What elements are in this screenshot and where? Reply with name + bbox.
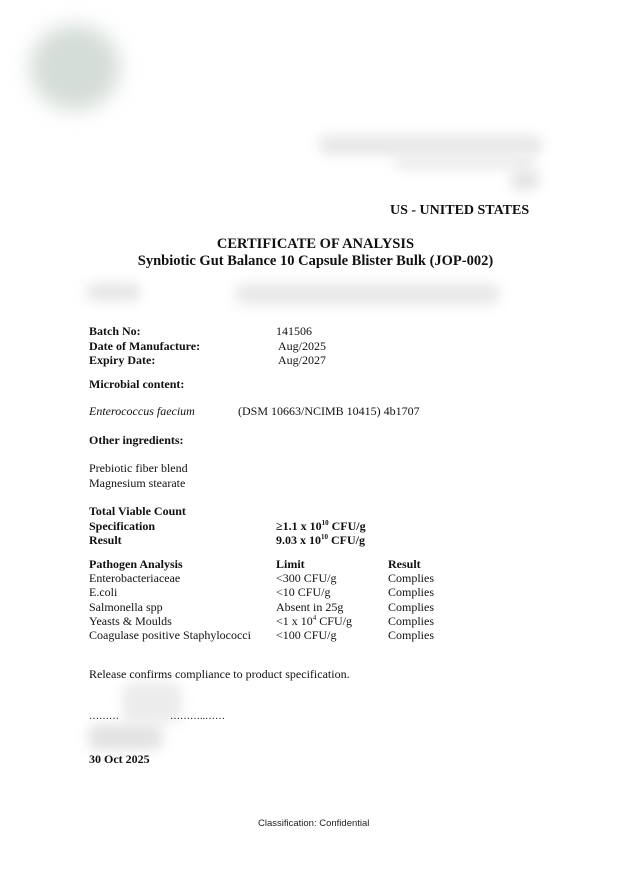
- table-row-name: Yeasts & Moulds: [89, 614, 172, 628]
- result-value: 9.03 x $10^{10}$ CFU/g: [276, 533, 365, 547]
- table-row-limit: <1 x $10^4$ CFU/g: [276, 614, 352, 628]
- batch-value: 141506: [276, 324, 312, 338]
- col-header-pathogen: Pathogen Analysis: [89, 557, 183, 571]
- expiry-label: Expiry Date:: [89, 353, 156, 367]
- expiry-value: Aug/2027: [278, 353, 326, 367]
- release-date: 30 Oct 2025: [89, 752, 150, 766]
- table-row-name: Enterobacteriaceae: [89, 571, 181, 585]
- country-label: US - UNITED STATES: [390, 203, 530, 218]
- redacted-field-right: [235, 283, 500, 305]
- table-row-result: Complies: [388, 585, 435, 599]
- table-row-result: Complies: [388, 628, 435, 642]
- table-row-limit: <100 CFU/g: [276, 628, 337, 642]
- tvc-heading: Total Viable Count: [89, 504, 186, 518]
- table-row-limit: <300 CFU/g: [276, 571, 337, 585]
- table-row-limit: <10 CFU/g: [276, 585, 331, 599]
- result-label: Result: [89, 533, 122, 547]
- classification-footer: Classification: Confidential: [258, 818, 370, 829]
- mfg-label: Date of Manufacture:: [89, 339, 201, 353]
- table-row-name: E.coli: [89, 585, 118, 599]
- col-header-result: Result: [388, 557, 421, 571]
- organism-name: Enterococcus faecium: [89, 404, 195, 418]
- signature-line-left: ………: [89, 711, 119, 722]
- redacted-logo: [30, 25, 120, 110]
- redacted-field-left: [86, 283, 141, 301]
- redacted-address-line3: [510, 170, 540, 190]
- ingredient-item: Magnesium stearate: [89, 476, 186, 490]
- redacted-signatory-name: [88, 724, 163, 750]
- batch-label: Batch No:: [89, 324, 141, 338]
- table-row-name: Salmonella spp: [89, 600, 163, 614]
- document-title: CERTIFICATE OF ANALYSIS: [216, 236, 415, 252]
- strain-id: (DSM 10663/NCIMB 10415) 4b1707: [238, 404, 420, 418]
- spec-value: ≥1.1 x $10^{10}$ CFU/g: [276, 519, 366, 533]
- table-row-result: Complies: [388, 600, 435, 614]
- signature-line-right: ………..……: [170, 711, 225, 722]
- spec-label: Specification: [89, 519, 155, 533]
- table-row-result: Complies: [388, 571, 435, 585]
- mfg-value: Aug/2025: [278, 339, 326, 353]
- table-row-name: Coagulase positive Staphylococci: [89, 628, 251, 642]
- ingredients-heading: Other ingredients:: [89, 433, 184, 447]
- product-name: Synbiotic Gut Balance 10 Capsule Blister Bulk (JOP-002): [137, 253, 494, 269]
- redacted-address: [318, 135, 543, 155]
- release-statement: Release confirms compliance to product specification.: [89, 667, 350, 681]
- col-header-limit: Limit: [276, 557, 305, 571]
- table-row-limit: Absent in 25g: [276, 600, 344, 614]
- table-row-result: Complies: [388, 614, 435, 628]
- microbial-heading: Microbial content:: [89, 377, 185, 391]
- ingredient-item: Prebiotic fiber blend: [89, 461, 188, 475]
- redacted-address-line2: [395, 155, 535, 169]
